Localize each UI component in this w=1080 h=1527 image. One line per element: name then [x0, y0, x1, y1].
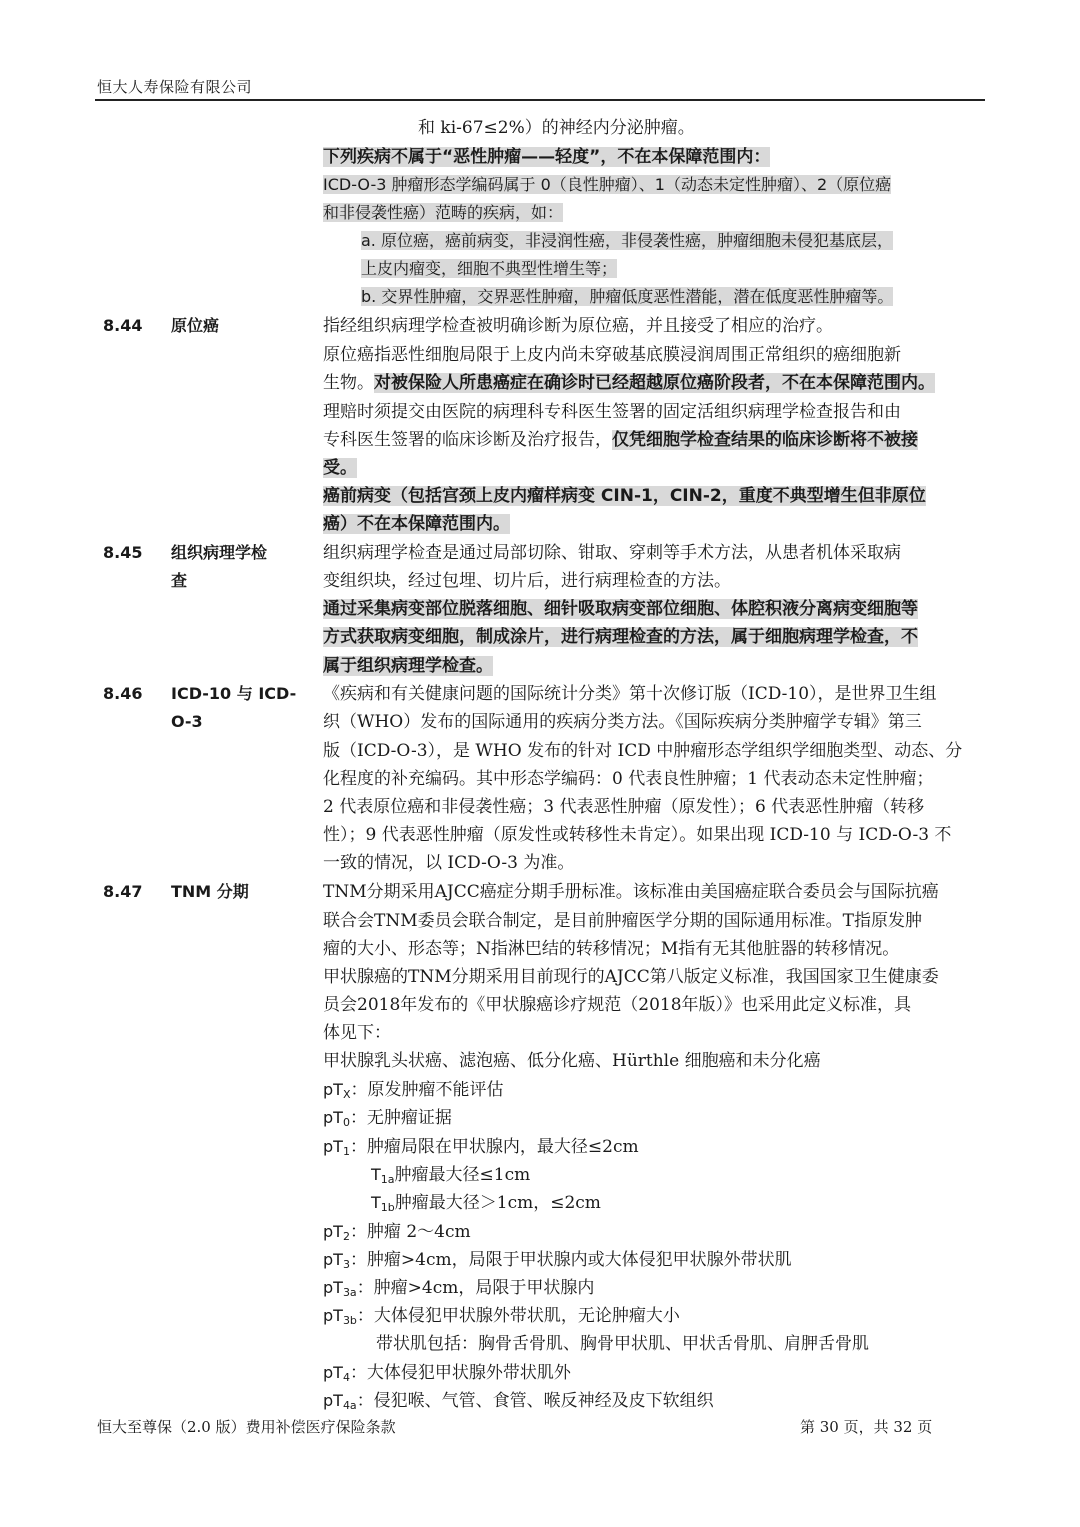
highlight-text: 受。 — [323, 458, 357, 478]
highlight-text: 和非侵袭性癌）范畴的疾病，如： — [323, 203, 564, 222]
highlight-text: 上皮内瘤变，细胞不典型性增生等； — [361, 259, 618, 278]
tnm-code-subscript: 4 — [342, 1371, 350, 1384]
tnm-description: ：肿瘤局限在甲状腺内，最大径≤2cm — [349, 1137, 639, 1157]
tnm-description: 带状肌包括：胸骨舌骨肌、胸骨甲状肌、甲状舌骨肌、肩胛舌骨肌 — [376, 1334, 869, 1354]
text-line: 甲状腺癌的TNM分期采用目前现行的AJCC第八版定义标准，我国国家卫生健康委 — [323, 967, 939, 987]
text-line: 一致的情况，以 ICD-O-3 为准。 — [323, 853, 575, 873]
highlight-text: 下列疾病不属于“恶性肿瘤——轻度”，不在本保障范围内： — [323, 147, 771, 167]
section-term: O-3 — [171, 712, 203, 731]
text-line — [323, 143, 770, 171]
highlight-text: 仅凭细胞学检查结果的临床诊断将不被接 — [612, 430, 918, 450]
highlight-text: 癌）不在本保障范围内。 — [323, 514, 510, 534]
text-line: 员会2018年发布的《甲状腺癌诊疗规范（2018年版）》也采用此定义标准，具 — [323, 995, 912, 1015]
text-line — [361, 283, 893, 311]
text-line — [361, 255, 617, 283]
tnm-code: $pT_4$ — [323, 1363, 350, 1384]
text-line: 2 代表原位癌和非侵袭性癌；3 代表恶性肿瘤（原发性）；6 代表恶性肿瘤（转移 — [323, 797, 925, 817]
text-line: 版（ICD-O-3），是 WHO 发布的针对 ICD 中肿瘤形态学组织学细胞类型、动态、分 — [323, 741, 963, 761]
tnm-code: $pT_1$ — [323, 1137, 350, 1158]
text-line: 《疾病和有关健康问题的国际统计分类》第十次修订版（ICD-10），是世界卫生组 — [323, 684, 937, 704]
section-term: 原位癌 — [171, 316, 220, 335]
section-number: 8.45 — [103, 543, 143, 562]
tnm-code-subscript: 0 — [342, 1116, 350, 1129]
text-line — [323, 454, 357, 482]
text-line: 组织病理学检查是通过局部切除、钳取、穿刺等手术方法，从患者机体采取病 — [323, 543, 901, 563]
section-term: 查 — [171, 571, 188, 590]
text-line: 体见下： — [323, 1023, 391, 1043]
tnm-description: ：肿瘤>4cm，局限于甲状腺内 — [356, 1278, 595, 1298]
section-number: 8.46 — [103, 684, 143, 703]
text-line — [323, 595, 918, 623]
footer-page-number: 第 30 页，共 32 页 — [800, 1418, 933, 1436]
text-line: 原位癌指恶性细胞局限于上皮内尚未穿破基底膜浸润周围正常组织的癌细胞新 — [323, 345, 901, 365]
highlight-text: 对被保险人所患癌症在确诊时已经超越原位癌阶段者，不在本保障范围内。 — [374, 373, 935, 393]
section-term: ICD-10 与 ICD- — [171, 684, 297, 703]
tnm-description: ：侵犯喉、气管、食管、喉反神经及皮下软组织 — [356, 1391, 714, 1411]
tnm-description: ：肿瘤>4cm，局限于甲状腺内或大体侵犯甲状腺外带状肌 — [349, 1250, 792, 1270]
tnm-item — [376, 1330, 869, 1358]
highlight-text: 癌前病变（包括宫颈上皮内瘤样病变 CIN-1，CIN-2，重度不典型增生但非原位 — [323, 486, 926, 506]
tnm-description: ：肿瘤 2～4cm — [349, 1222, 471, 1242]
tnm-code: $pT_3$ — [323, 1250, 350, 1271]
tnm-description: 肿瘤最大径＞1cm，≤2cm — [394, 1193, 601, 1213]
section-number: 8.47 — [103, 882, 143, 901]
tnm-description: ：大体侵犯甲状腺外带状肌外 — [349, 1363, 571, 1383]
text-line: 甲状腺乳头状癌、滤泡癌、低分化癌、Hürthle 细胞癌和未分化癌 — [323, 1051, 821, 1071]
text-line — [323, 652, 493, 680]
text-line — [323, 482, 926, 510]
text-line: 指经组织病理学检查被明确诊断为原位癌，并且接受了相应的治疗。 — [323, 316, 833, 336]
text-line: 变组织块，经过包埋、切片后，进行病理检查的方法。 — [323, 571, 731, 591]
tnm-code: $pT_{3b}$ — [323, 1306, 357, 1327]
footer-title: 恒大至尊保（2.0 版）费用补偿医疗保险条款 — [97, 1418, 396, 1436]
tnm-code: $pT_X$ — [323, 1080, 351, 1101]
highlight-text: ICD-O-3 肿瘤形态学编码属于 0（良性肿瘤）、1（动态未定性肿瘤）、2（原位癌 — [323, 175, 892, 194]
section-term: 组织病理学检 — [171, 543, 268, 562]
highlight-text: 通过采集病变部位脱落细胞、细针吸取病变部位细胞、体腔积液分离病变细胞等 — [323, 599, 918, 619]
text-line: 理赔时须提交由医院的病理科专科医生签署的固定活组织病理学检查报告和由 — [323, 402, 901, 422]
tnm-code-subscript: 1a — [380, 1173, 395, 1186]
tnm-code-subscript: 3b — [342, 1314, 357, 1327]
highlight-text: a. 原位癌，癌前病变，非浸润性癌，非侵袭性癌，肿瘤细胞未侵犯基底层， — [361, 231, 893, 250]
tnm-description: ：大体侵犯甲状腺外带状肌，无论肿瘤大小 — [356, 1306, 680, 1326]
text-line — [323, 199, 563, 227]
tnm-description: 肿瘤最大径≤1cm — [394, 1165, 531, 1185]
tnm-code-subscript: 1b — [380, 1201, 395, 1214]
text-line: 瘤的大小、形态等；N指淋巴结的转移情况；M指有无其他脏器的转移情况。 — [323, 939, 900, 959]
tnm-code: $T_{1b}$ — [371, 1193, 395, 1214]
text-line: 织（WHO）发布的国际通用的疾病分类方法。《国际疾病分类肿瘤学专辑》第三 — [323, 712, 922, 732]
text-line — [323, 171, 891, 199]
text-line: 联合会TNM委员会联合制定，是目前肿瘤医学分期的国际通用标准。T指原发肿 — [323, 911, 922, 931]
tnm-code: $T_{1a}$ — [371, 1165, 395, 1186]
text-line: 和 ki-67≤2%）的神经内分泌肿瘤。 — [418, 118, 695, 138]
text-line — [361, 227, 893, 255]
tnm-code-subscript: 2 — [342, 1230, 350, 1243]
text-segment: 专科医生签署的临床诊断及治疗报告， — [323, 430, 612, 450]
text-line — [323, 623, 918, 651]
tnm-code-subscript: 1 — [342, 1145, 350, 1158]
tnm-code-subscript: 4a — [342, 1399, 357, 1412]
text-segment: 生物。 — [323, 373, 374, 393]
section-term: TNM 分期 — [171, 882, 249, 901]
text-line: 化程度的补充编码。其中形态学编码：0 代表良性肿瘤；1 代表动态未定性肿瘤； — [323, 769, 934, 789]
tnm-code: $pT_0$ — [323, 1108, 350, 1129]
text-line: TNM分期采用AJCC癌症分期手册标准。该标准由美国癌症联合委员会与国际抗癌 — [323, 882, 939, 902]
text-line — [323, 369, 935, 397]
text-line: 性）；9 代表恶性肿瘤（原发性或转移性未肯定）。如果出现 ICD-10 与 ICD-O-3 不 — [323, 825, 952, 845]
header-rule — [95, 99, 985, 101]
tnm-description: ：无肿瘤证据 — [349, 1108, 452, 1128]
text-line — [323, 510, 510, 538]
highlight-text: 属于组织病理学检查。 — [323, 656, 493, 676]
tnm-code-subscript: 3a — [342, 1286, 357, 1299]
highlight-text: 方式获取病变细胞，制成涂片，进行病理检查的方法，属于细胞病理学检查，不 — [323, 627, 918, 647]
tnm-code: $pT_{4a}$ — [323, 1391, 357, 1412]
section-number: 8.44 — [103, 316, 143, 335]
header-company: 恒大人寿保险有限公司 — [97, 78, 253, 96]
text-line — [323, 426, 918, 454]
highlight-text: b. 交界性肿瘤，交界恶性肿瘤，肿瘤低度恶性潜能，潜在低度恶性肿瘤等。 — [361, 287, 894, 306]
tnm-code-subscript: 3 — [342, 1258, 350, 1271]
tnm-code: $pT_2$ — [323, 1222, 350, 1243]
tnm-code: $pT_{3a}$ — [323, 1278, 357, 1299]
tnm-code-subscript: X — [342, 1088, 351, 1101]
tnm-description: ：原发肿瘤不能评估 — [350, 1080, 504, 1100]
